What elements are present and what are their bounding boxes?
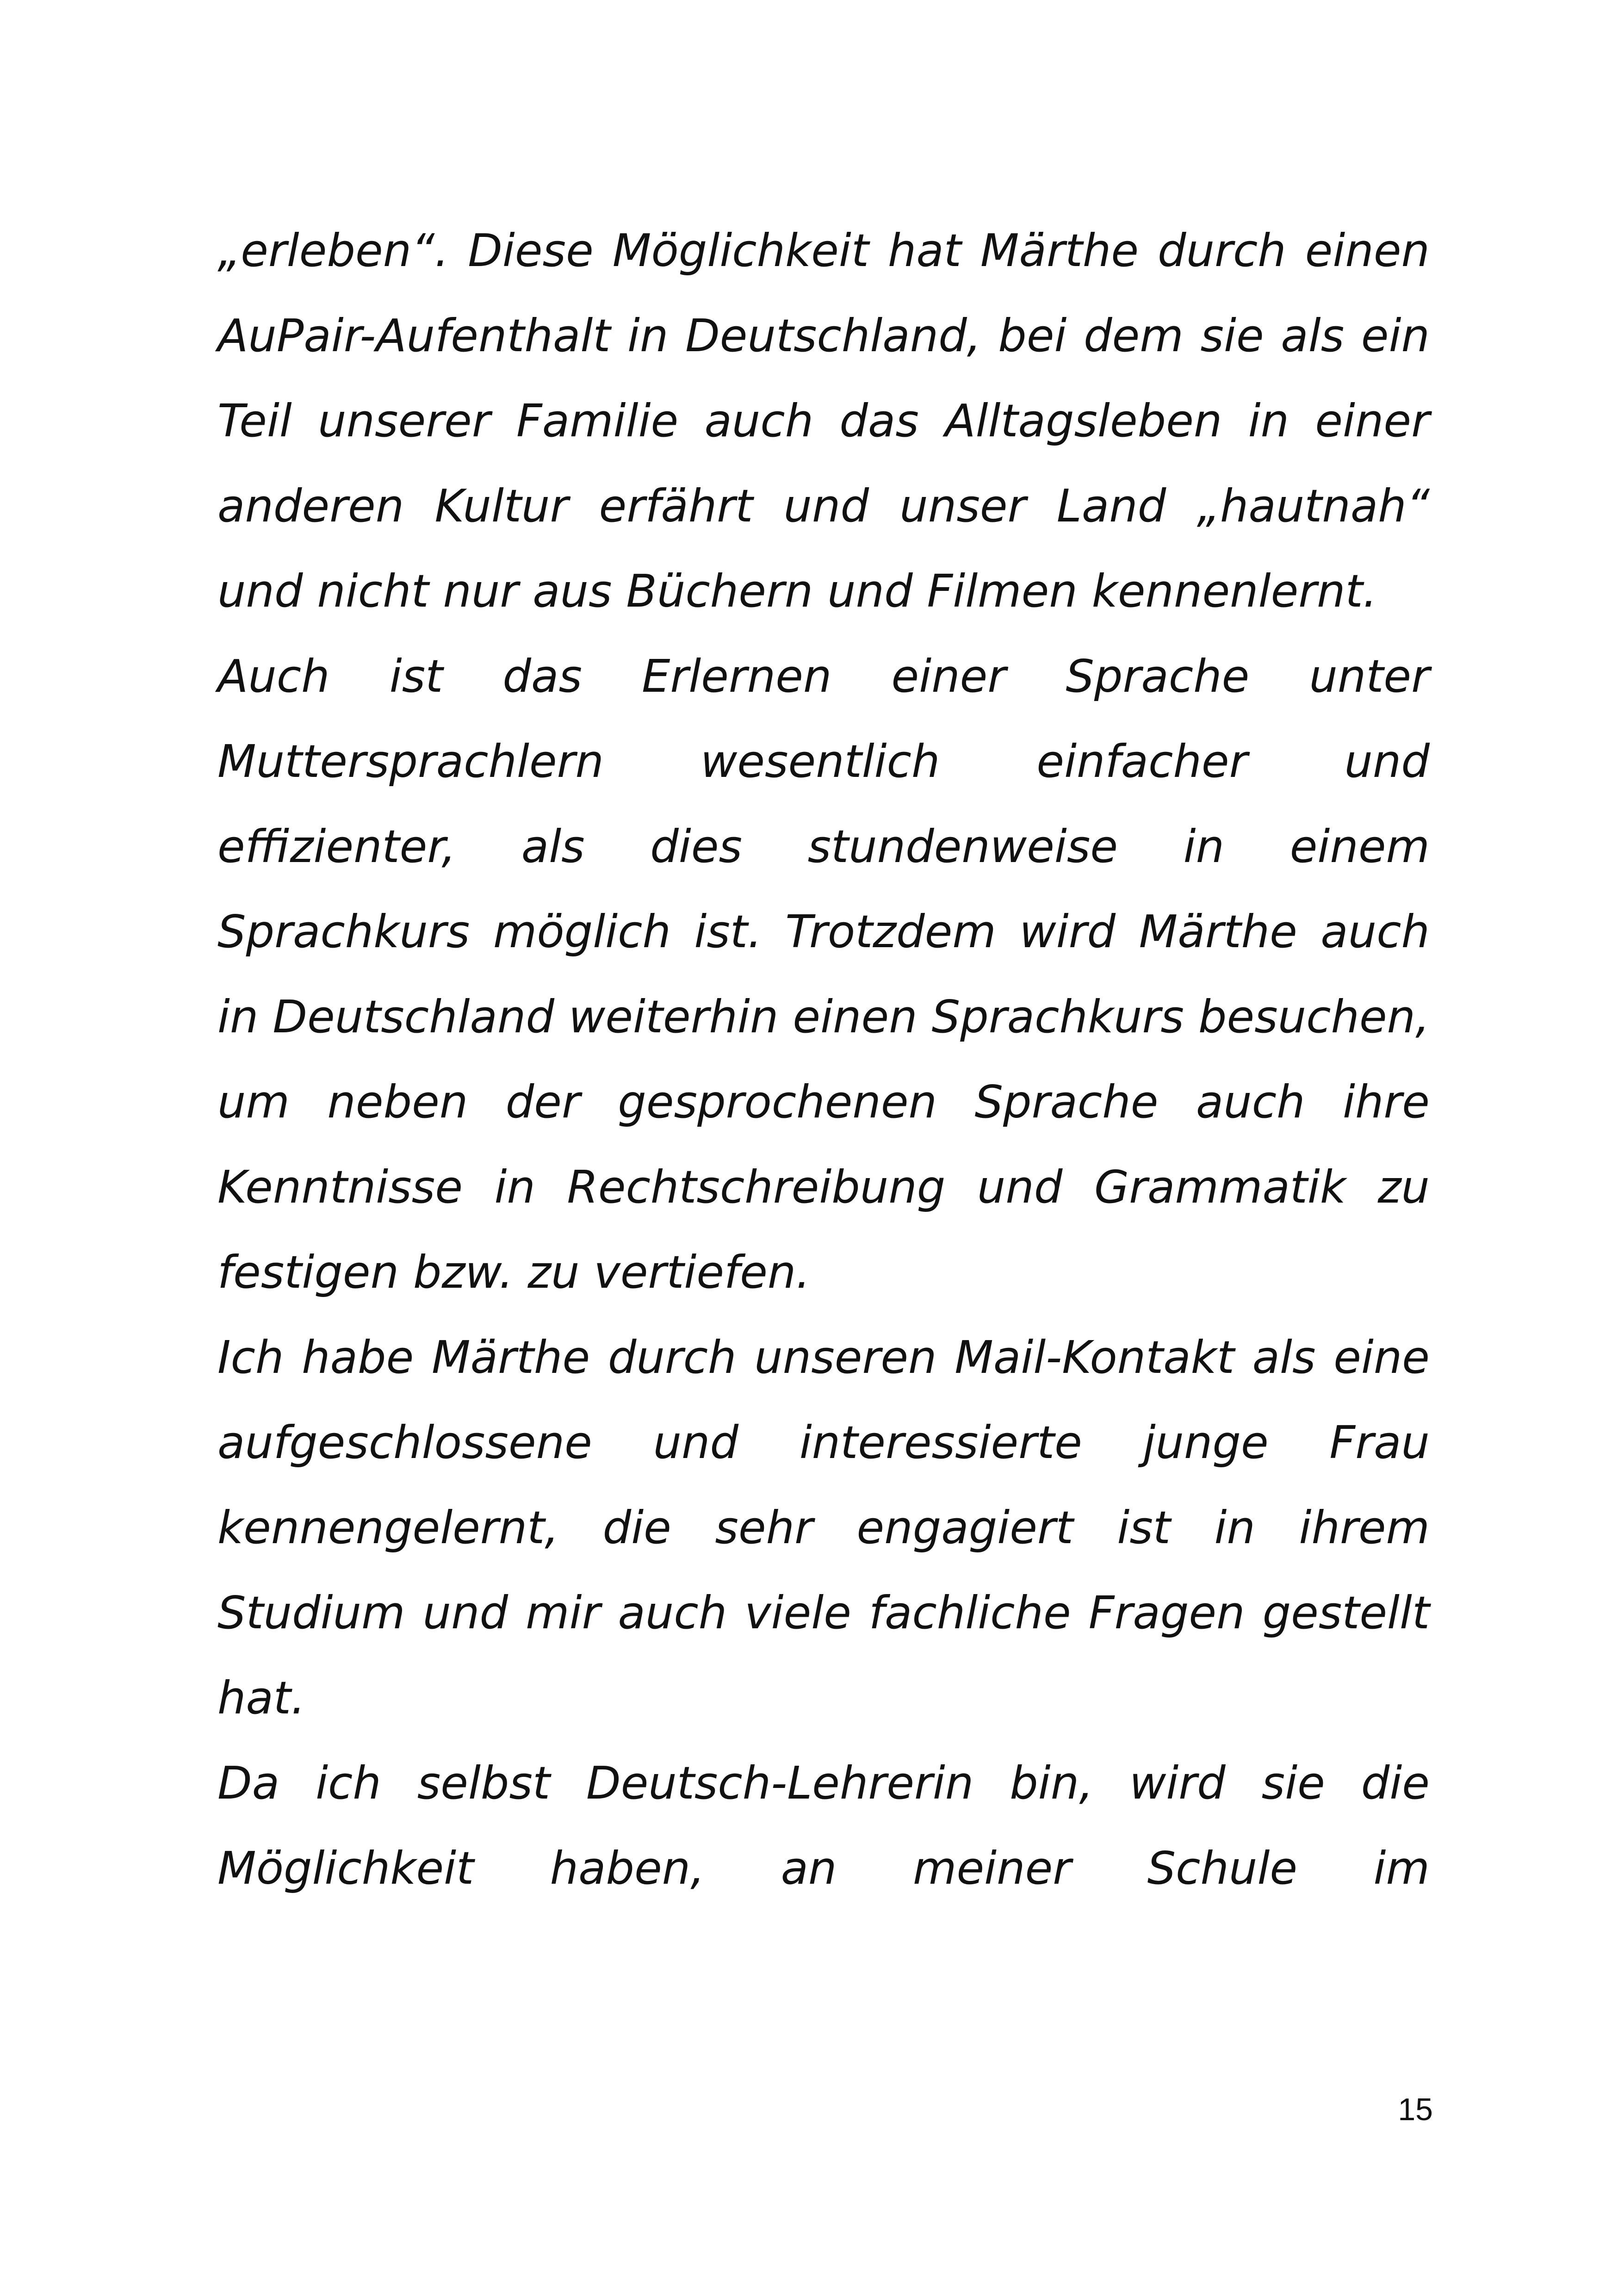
page-number: 15 <box>1398 2092 1433 2127</box>
paragraph-1: „erleben“. Diese Möglichkeit hat Märthe durch einen AuPair-Aufenthalt in Deutschland, bei dem sie als ein Teil unserer Familie auch das Alltagsleben in einer anderen Kultur erfährt und unser Land „hautnah“ und nicht nur aus Büchern und Filmen kennenlernt. <box>217 224 1430 617</box>
body-text <box>217 208 1430 1911</box>
paragraph-3: Ich habe Märthe durch unseren Mail-Kontakt als eine aufgeschlossene und interessierte junge Frau kennengelernt, die sehr engagiert ist in ihrem Studium und mir auch viele fachliche Fragen gestellt hat. <box>217 1331 1430 1724</box>
paragraph-4: Da ich selbst Deutsch-Lehrerin bin, wird sie die Möglichkeit haben, an meiner Schule im <box>217 1757 1430 1894</box>
paragraph-2: Auch ist das Erlernen einer Sprache unter Muttersprachlern wesentlich einfacher und effizienter, als dies stundenweise in einem Sprachkurs möglich ist. Trotzdem wird Märthe auch in Deutschland weiterhin einen Sprachkurs besuchen, um neben der gesprochenen Sprache auch ihre Kenntnisse in Rechtschreibung und Grammatik zu festigen bzw. zu vertiefen. <box>217 650 1430 1298</box>
